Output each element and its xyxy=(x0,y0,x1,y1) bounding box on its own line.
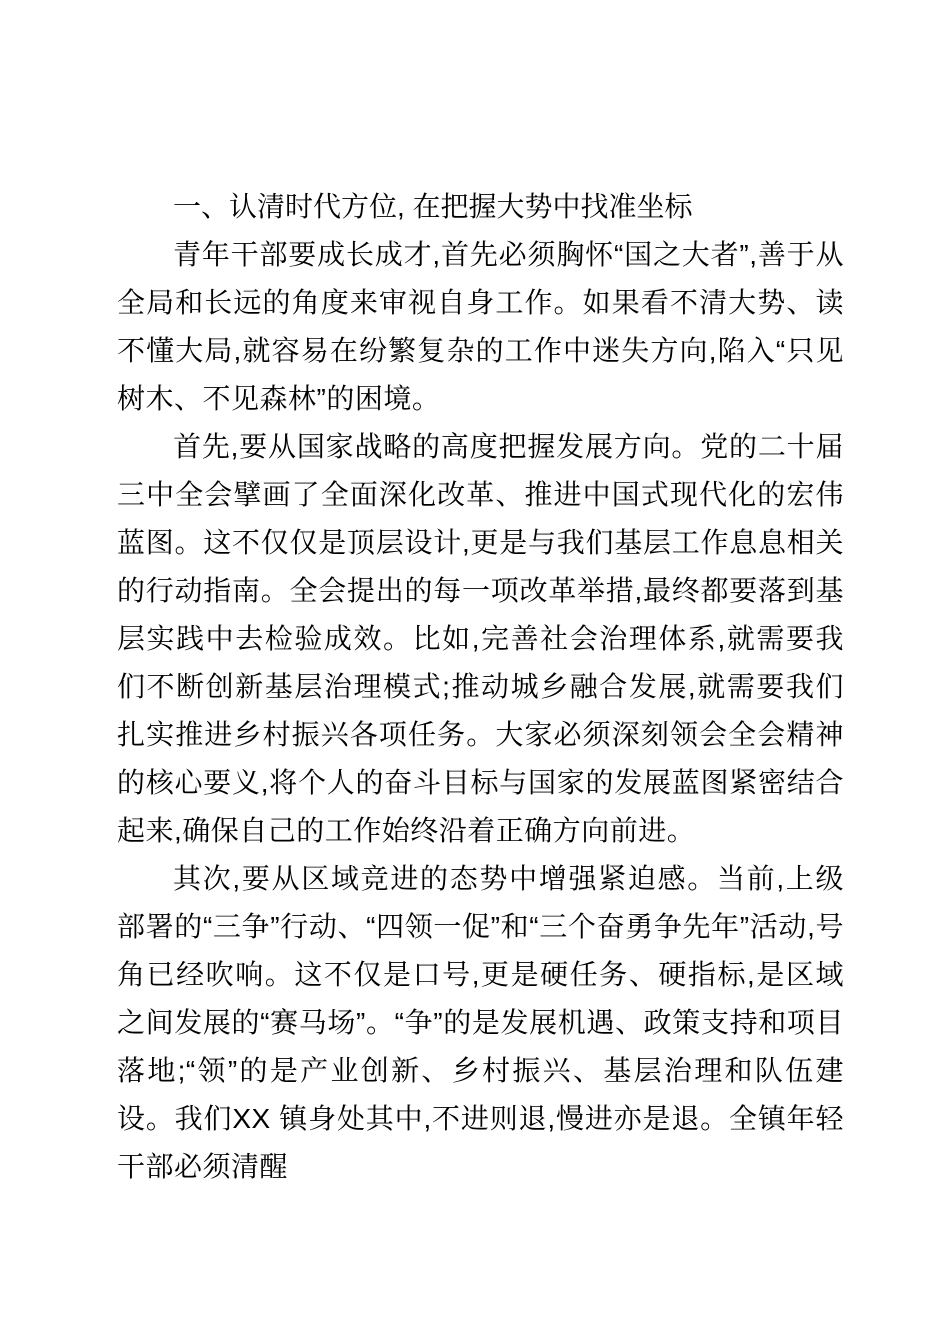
paragraph-2: 首先,要从国家战略的高度把握发展方向。党的二十届三中全会擘画了全面深化改革、推进中国式现代化的宏伟蓝图。这不仅仅是顶层设计,更是与我们基层工作息息相关的行动指南。全会提出的每一项改革举措,最终都要落到基层实践中去检验成效。比如,完善社会治理体系,就需要我们不断创新基层治理模式;推动城乡融合发展,就需要我们扎实推进乡村振兴各项任务。大家必须深刻领会全会精神的核心要义,将个人的奋斗目标与国家的发展蓝图紧密结合起来,确保自己的工作始终沿着正确方向前进。 xyxy=(117,431,844,846)
paragraph-3: 其次,要从区域竞进的态势中增强紧迫感。当前,上级部署的“三争”行动、“四领一促”和“三个奋勇争先年”活动,号角已经吹响。这不仅是口号,更是硬任务、硬指标,是区域之间发展的“赛马场”。“争”的是发展机遇、政策支持和项目落地;“领”的是产业创新、乡村振兴、基层治理和队伍建设。我们XX 镇身处其中,不进则退,慢进亦是退。全镇年轻干部必须清醒 xyxy=(117,863,844,1182)
paragraph-1: 青年干部要成长成才,首先必须胸怀“国之大者”,善于从全局和长远的角度来审视自身工作。如果看不清大势、读不懂大局,就容易在纷繁复杂的工作中迷失方向,陷入“只见树木、不见森林”的困境。 xyxy=(117,239,844,414)
section-heading: 一、认清时代方位, 在把握大势中找准坐标 xyxy=(173,191,693,222)
